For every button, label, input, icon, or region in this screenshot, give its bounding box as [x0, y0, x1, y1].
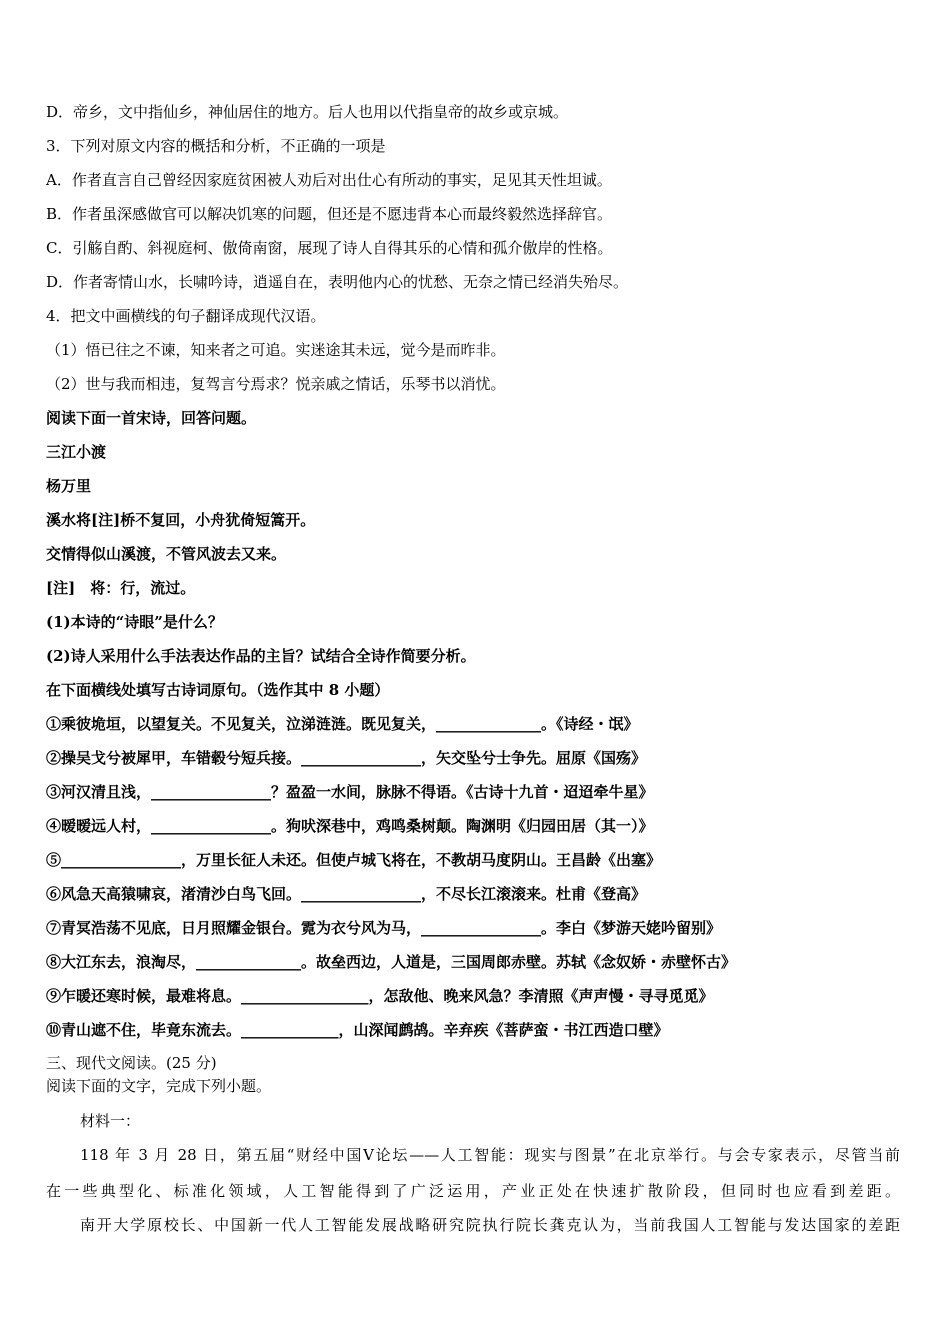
poem-line-1: 溪水将[注]桥不复回，小舟犹倚短篙开。: [46, 511, 316, 529]
fill-in-instruction: 在下面横线处填写古诗词原句。（选作其中 8 小题）: [46, 681, 390, 699]
fill-in-item-9: ⑨乍暖还寒时候，最难将息。_________________，怎敌他、晚来风急？李清照《声声慢・寻寻觅觅》: [46, 987, 714, 1005]
material-paragraph-1-line-1: 118 年 3 月 28 日，第五届“财经中国Ⅴ论坛——人工智能：现实与图景”在北京举行。与会专家表示，尽管当前: [80, 1146, 900, 1164]
translation-item-1: （1）悟已往之不谏，知来者之可追。实迷途其未远，觉今是而昨非。: [46, 341, 506, 359]
poem-note: [注] 将：行，流过。: [46, 579, 196, 597]
fill-in-item-5: ⑤________________，万里长征人未还。但使卢城飞将在，不教胡马度阴山。王昌龄《出塞》: [46, 851, 662, 869]
fill-in-item-8: ⑧大江东去，浪淘尽，______________。故垒西边，人道是，三国周郎赤壁。苏轼《念奴娇・赤壁怀古》: [46, 953, 737, 971]
option-d-q2: D．帝乡，文中指仙乡，神仙居住的地方。后人也用以代指皇帝的故乡或京城。: [46, 103, 569, 121]
poem-title: 三江小渡: [46, 443, 107, 461]
fill-in-item-6: ⑥风急天高猿啸哀，渚清沙白鸟飞回。________________，不尽长江滚滚来。杜甫《登高》: [46, 885, 647, 903]
translation-item-2: （2）世与我而相违，复驾言兮焉求？悦亲戚之情话，乐琴书以消忧。: [46, 375, 506, 393]
option-b-q3: B．作者虽深感做官可以解决饥寒的问题，但还是不愿违背本心而最终毅然选择辞官。: [46, 205, 613, 223]
fill-in-item-10: ⑩青山遮不住，毕竟东流去。_____________，山深闻鹧鸪。辛弃疾《菩萨蛮・书江西造口壁》: [46, 1021, 669, 1039]
poem-author: 杨万里: [46, 477, 92, 495]
poem-instruction: 阅读下面一首宋诗，回答问题。: [46, 409, 257, 427]
material-one-label: 材料一：: [80, 1112, 141, 1130]
option-d-q3: D．作者寄情山水，长啸吟诗，逍遥自在，表明他内心的忧愁、无奈之情已经消失殆尽。: [46, 273, 629, 291]
poem-question-2: (2)诗人采用什么手法表达作品的主旨？试结合全诗作简要分析。: [46, 647, 476, 665]
reading-instruction: 阅读下面的文字，完成下列小题。: [46, 1077, 272, 1095]
fill-in-item-2: ②操吴戈兮被犀甲，车错毂兮短兵接。________________，矢交坠兮士争先。屈原《国殇》: [46, 749, 647, 767]
fill-in-item-7: ⑦青冥浩荡不见底，日月照耀金银台。霓为衣兮风为马，________________。李白《梦游天姥吟留别》: [46, 919, 722, 937]
fill-in-item-3: ③河汉清且浅，________________？盈盈一水间，脉脉不得语。《古诗十九首・迢迢牵牛星》: [46, 783, 654, 801]
question-3: 3．下列对原文内容的概括和分析，不正确的一项是: [46, 137, 386, 155]
poem-line-2: 交情得似山溪渡，不管风波去又来。: [46, 545, 287, 563]
fill-in-item-1: ①乘彼垝垣，以望复关。不见复关，泣涕涟涟。既见复关，______________。《诗经・氓》: [46, 715, 639, 733]
fill-in-item-4: ④暧暧远人村，________________。狗吠深巷中，鸡鸣桑树颠。陶渊明《归园田居（其一）》: [46, 817, 654, 835]
question-4: 4．把文中画横线的句子翻译成现代汉语。: [46, 307, 326, 325]
material-paragraph-2-line-1: 南开大学原校长、中国新一代人工智能发展战略研究院执行院长龚克认为，当前我国人工智能与发达国家的差距: [80, 1216, 900, 1234]
section-three-heading: 三、现代文阅读。(25 分): [46, 1054, 217, 1072]
poem-question-1: (1)本诗的“诗眼”是什么？: [46, 613, 223, 631]
material-paragraph-1-line-2: 在一些典型化、标准化领域，人工智能得到了广泛运用，产业正处在快速扩散阶段，但同时也应看到差距。: [46, 1182, 900, 1200]
option-a-q3: A．作者直言自己曾经因家庭贫困被人劝后对出仕心有所动的事实，足见其天性坦诚。: [46, 171, 612, 189]
option-c-q3: C．引觞自酌、斜视庭柯、傲倚南窗，展现了诗人自得其乐的心情和孤介傲岸的性格。: [46, 239, 613, 257]
